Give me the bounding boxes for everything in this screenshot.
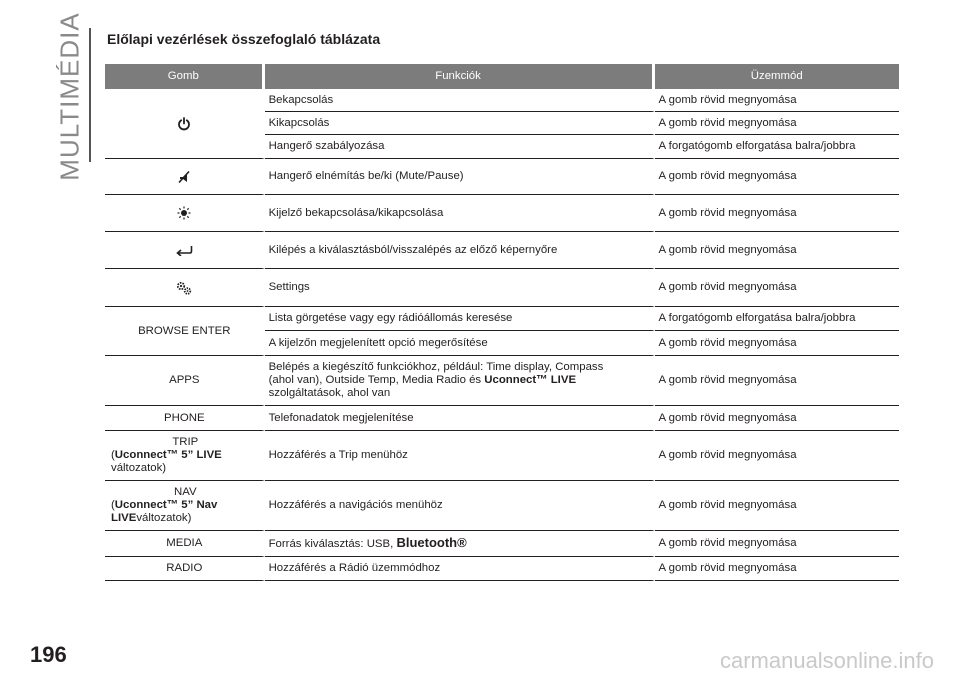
table-row [105, 232, 899, 269]
apps-func-brand: Uconnect™ LIVE [484, 374, 577, 387]
table-row [105, 269, 899, 307]
function-cell [265, 356, 655, 406]
page-title: Előlapi vezérlések összefoglaló táblázata [107, 31, 381, 47]
trip-button-label: TRIP [172, 436, 199, 449]
function-cell: Hozzáférés a Trip menühöz [265, 431, 655, 481]
settings-button-cell [105, 269, 265, 307]
power-button-cell [105, 89, 265, 159]
browse-enter-button-cell: BROWSE ENTER [105, 307, 265, 356]
mute-icon [177, 170, 191, 184]
mode-cell: A gomb rövid megnyomása [655, 356, 899, 406]
table-row [105, 406, 899, 431]
function-cell: Hangerő szabályozása [265, 135, 655, 159]
mode-cell: A gomb rövid megnyomása [655, 557, 899, 581]
mode-cell: A gomb rövid megnyomása [655, 531, 899, 557]
display-brightness-icon [177, 206, 191, 220]
function-cell: Kijelző bekapcsolása/kikapcsolása [265, 195, 655, 232]
table-row [105, 557, 899, 581]
bluetooth-brand: Bluetooth [396, 535, 458, 551]
header-funkciok: Funkciók [265, 64, 655, 89]
table-header-row [105, 64, 899, 89]
trip-button-cell [105, 431, 265, 481]
function-cell: Lista görgetése vagy egy rádióállomás keresése [265, 307, 655, 331]
controls-table [105, 64, 899, 581]
function-cell: Hozzáférés a navigációs menühöz [265, 481, 655, 531]
apps-func-line2: (ahol van), Outside Temp, Media Radio és [268, 374, 485, 387]
mode-cell: A gomb rövid megnyomása [655, 331, 899, 356]
table-row [105, 356, 899, 406]
page-number: 196 [30, 642, 67, 667]
header-gomb: Gomb [105, 64, 265, 89]
nav-button-label: NAV [174, 486, 197, 499]
mode-cell: A gomb rövid megnyomása [655, 269, 899, 307]
function-cell: Bekapcsolás [265, 89, 655, 112]
mode-cell: A gomb rövid megnyomása [655, 406, 899, 431]
function-cell: Telefonadatok megjelenítése [265, 406, 655, 431]
table-row [105, 431, 899, 481]
trip-variant-tail: változatok) [111, 461, 167, 474]
header-uzemmod: Üzemmód [655, 64, 899, 89]
table-row [105, 159, 899, 195]
display-button-cell [105, 195, 265, 232]
side-divider [89, 28, 91, 162]
function-cell: Kilépés a kiválasztásból/visszalépés az előző képernyőre [265, 232, 655, 269]
trip-variant-note: (Uconnect™ 5” LIVE [111, 449, 222, 462]
mode-cell: A gomb rövid megnyomása [655, 159, 899, 195]
table-row [105, 481, 899, 531]
power-icon [177, 117, 191, 131]
mute-button-cell [105, 159, 265, 195]
table-row [105, 307, 899, 331]
table-row [105, 195, 899, 232]
mode-cell: A gomb rövid megnyomása [655, 232, 899, 269]
mode-cell: A forgatógomb elforgatása balra/jobbra [655, 307, 899, 331]
apps-button-cell: APPS [105, 356, 265, 406]
media-button-cell: MEDIA [105, 531, 265, 557]
back-arrow-icon [175, 244, 193, 256]
section-side-label [52, 11, 88, 181]
mode-cell: A forgatógomb elforgatása balra/jobbra [655, 135, 899, 159]
mode-cell: A gomb rövid megnyomása [655, 112, 899, 135]
function-cell: Settings [265, 269, 655, 307]
function-cell: Forrás kiválasztás: USB, Bluetooth® [265, 531, 655, 557]
table-row [105, 89, 899, 112]
mode-cell: A gomb rövid megnyomása [655, 481, 899, 531]
mode-cell: A gomb rövid megnyomása [655, 195, 899, 232]
nav-variant-tail: LIVEváltozatok) [111, 511, 192, 524]
phone-button-cell: PHONE [105, 406, 265, 431]
function-cell: Hangerő elnémítás be/ki (Mute/Pause) [265, 159, 655, 195]
radio-button-cell: RADIO [105, 557, 265, 581]
function-cell: Kikapcsolás [265, 112, 655, 135]
function-cell: A kijelzőn megjelenített opció megerősítése [265, 331, 655, 356]
nav-button-cell [105, 481, 265, 531]
section-name: MULTIMÉDIA [54, 11, 85, 181]
nav-variant-note: (Uconnect™ 5” Nav [111, 499, 218, 512]
settings-gears-icon [175, 280, 193, 296]
watermark: carmanualsonline.info [719, 648, 934, 673]
apps-func-line3: szolgáltatások, ahol van [268, 386, 391, 399]
mode-cell: A gomb rövid megnyomása [655, 89, 899, 112]
apps-func-line1: Belépés a kiegészítő funkciókhoz, például: Time display, Compass [268, 361, 604, 374]
table-row [105, 531, 899, 557]
function-cell: Hozzáférés a Rádió üzemmódhoz [265, 557, 655, 581]
mode-cell: A gomb rövid megnyomása [655, 431, 899, 481]
back-button-cell [105, 232, 265, 269]
